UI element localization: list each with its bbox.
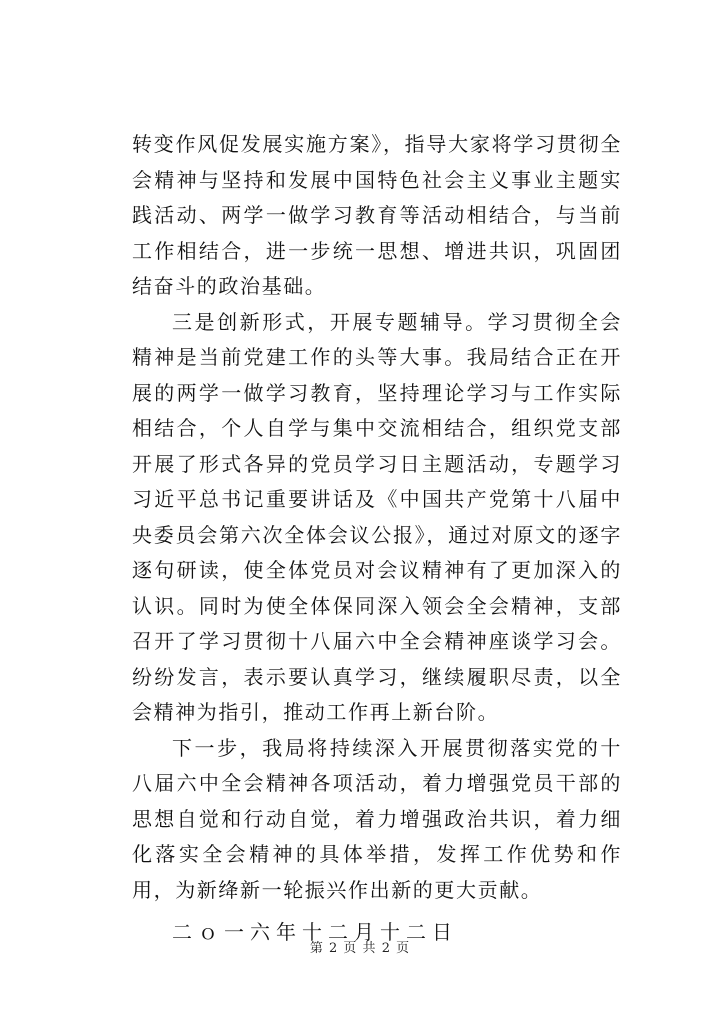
document-date: 二ｏ一六年十二月十二日: [172, 920, 458, 944]
document-body: [132, 127, 622, 951]
page-footer: 第 2 页 共 2 页: [309, 941, 411, 956]
paragraph-next-steps: 下一步，我局将持续深入开展贯彻落实党的十八届六中全会精神各项活动，着力增强党员干部的思想自觉和行动自觉，着力增强政治共识，着力细化落实全会精神的具体举措，发挥工作优势和作用，为新绛新一轮振兴作出新的更大贡献。: [132, 735, 622, 902]
paragraph-innovation: 三是创新形式，开展专题辅导。学习贯彻全会精神是当前党建工作的头等大事。我局结合正在开展的两学一做学习教育，坚持理论学习与工作实际相结合，个人自学与集中交流相结合，组织党支部开展了形式各异的党员学习日主题活动，专题学习习近平总书记重要讲话及《中国共产党第十八届中央委员会第六次全体会议公报》，通过对原文的逐字逐句研读，使全体党员对会议精神有了更加深入的认识。同时为使全体保同深入领会全会精神，支部召开了学习贯彻十八届六中全会精神座谈学习会。纷纷发言，表示要认真学习，继续履职尽责，以全会精神为指引，推动工作再上新台阶。: [132, 309, 622, 724]
paragraph-continuation: 转变作风促发展实施方案》，指导大家将学习贯彻全会精神与坚持和发展中国特色社会主义事业主题实践活动、两学一做学习教育等活动相结合，与当前工作相结合，进一步统一思想、增进共识，巩固团结奋斗的政治基础。: [132, 132, 622, 298]
